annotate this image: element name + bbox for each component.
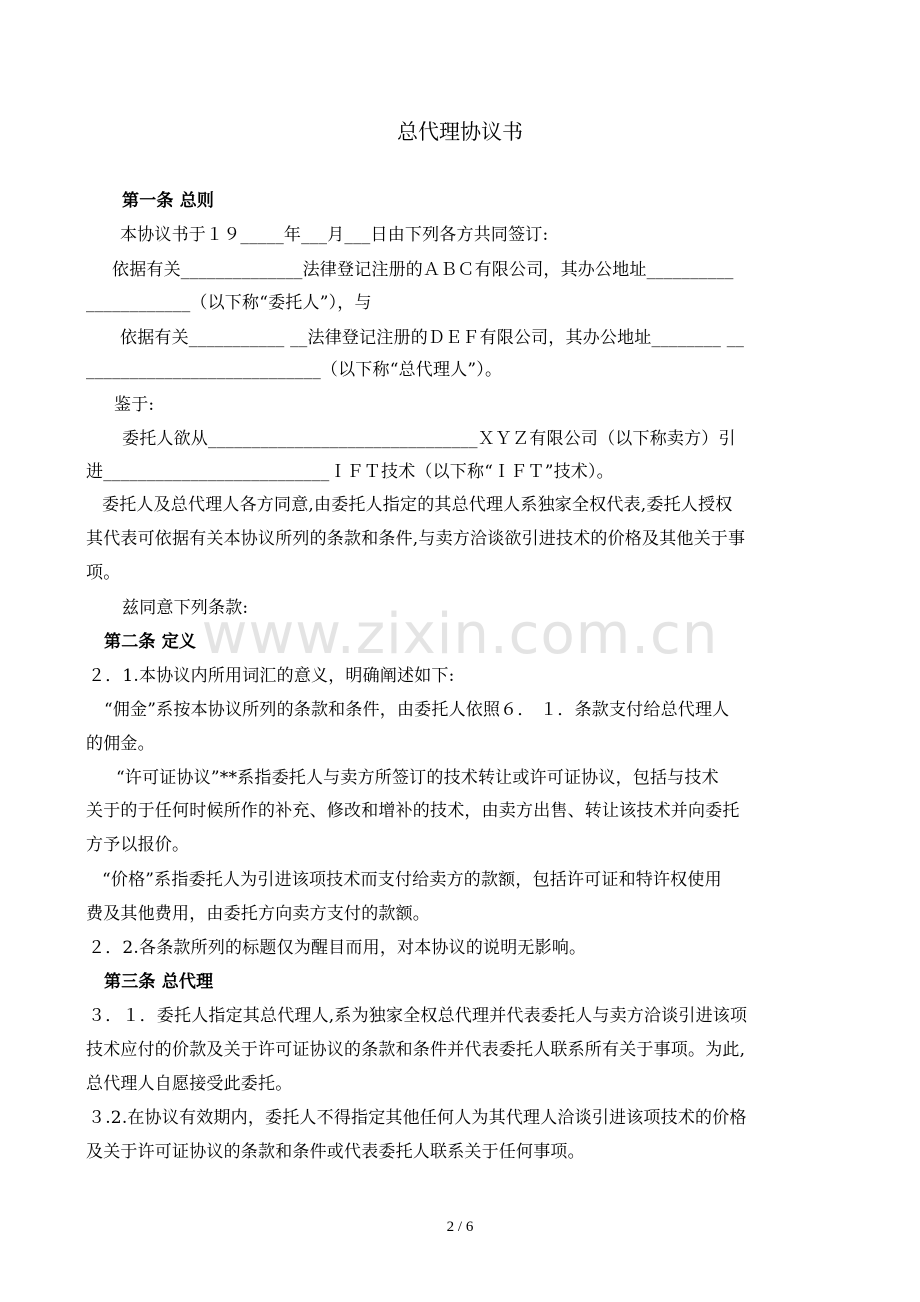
paragraph-line: “价格”系指委托人为引进该项技术而支付给卖方的款额，包括许可证和特许权使用	[102, 870, 722, 890]
paragraph-line: 鉴于:	[114, 395, 155, 415]
paragraph-line: ３．１．委托人指定其总代理人,系为独家全权总代理并代表委托人与卖方洽谈引进该项	[88, 1006, 748, 1026]
paragraph-line: “许可证协议”**系指委托人与卖方所签订的技术转让或许可证协议，包括与技术	[116, 768, 719, 788]
paragraph-line: 项。	[86, 563, 121, 583]
paragraph-line: 总代理人自愿接受此委托。	[86, 1074, 293, 1094]
paragraph-line: 费及其他费用，由委托方向卖方支付的款额。	[86, 904, 430, 924]
paragraph-line: 委托人欲从_______________________________ＸＹＺ有限公司（以下称卖方）引	[122, 429, 736, 449]
paragraph-line: 技术应付的价款及关于许可证协议的条款和条件并代表委托人联系所有关于事项。为此,	[86, 1040, 746, 1060]
watermark: www.zixin.com.cn	[201, 602, 719, 667]
paragraph-line: 的佣金。	[86, 734, 155, 754]
paragraph-line: 进__________________________ＩＦＴ技术（以下称“ＩＦＴ”技术）。	[86, 462, 614, 482]
paragraph-line: ２．1.本协议内所用词汇的意义，明确阐述如下:	[88, 666, 455, 686]
paragraph-line: ２．2.各条款所列的标题仅为醒目而用，对本协议的说明无影响。	[88, 938, 587, 958]
paragraph-line: 兹同意下列条款:	[122, 598, 249, 618]
paragraph-line: 方予以报价。	[86, 835, 190, 855]
paragraph-line: 依据有关___________ __法律登记注册的ＤＥＦ有限公司，其办公地址________ __	[120, 328, 745, 348]
article-3-heading: 第三条 总代理	[104, 972, 214, 992]
paragraph-line: 本协议书于１９_____年___月___日由下列各方共同签订:	[120, 225, 549, 245]
paragraph-line: ____________（以下称“委托人”），与	[86, 293, 372, 313]
article-2-heading: 第二条 定义	[104, 632, 197, 652]
paragraph-line: 关于的于任何时候所作的补充、修改和增补的技术，由卖方出售、转让该技术并向委托	[86, 801, 740, 821]
article-1-heading: 第一条 总则	[122, 191, 215, 211]
page-number: 2 / 6	[446, 1219, 474, 1235]
paragraph-line: “佣金”系按本协议所列的条款和条件，由委托人依照６． １．条款支付给总代理人	[104, 700, 730, 720]
paragraph-line: 其代表可依据有关本协议所列的条款和条件,与卖方洽谈欲引进技术的价格及其他关于事	[86, 529, 746, 549]
paragraph-line: ３.2.在协议有效期内，委托人不得指定其他任何人为其代理人洽谈引进该项技术的价格	[88, 1108, 747, 1128]
paragraph-line: 委托人及总代理人各方同意,由委托人指定的其总代理人系独家全权代表,委托人授权	[102, 495, 733, 515]
paragraph-line: 及关于许可证协议的条款和条件或代表委托人联系关于任何事项。	[86, 1142, 585, 1162]
document-title: 总代理协议书	[397, 120, 523, 144]
paragraph-line: ___________________________（以下称“总代理人”）。	[86, 360, 503, 380]
paragraph-line: 依据有关______________法律登记注册的ＡＢＣ有限公司，其办公地址__________	[112, 260, 734, 280]
